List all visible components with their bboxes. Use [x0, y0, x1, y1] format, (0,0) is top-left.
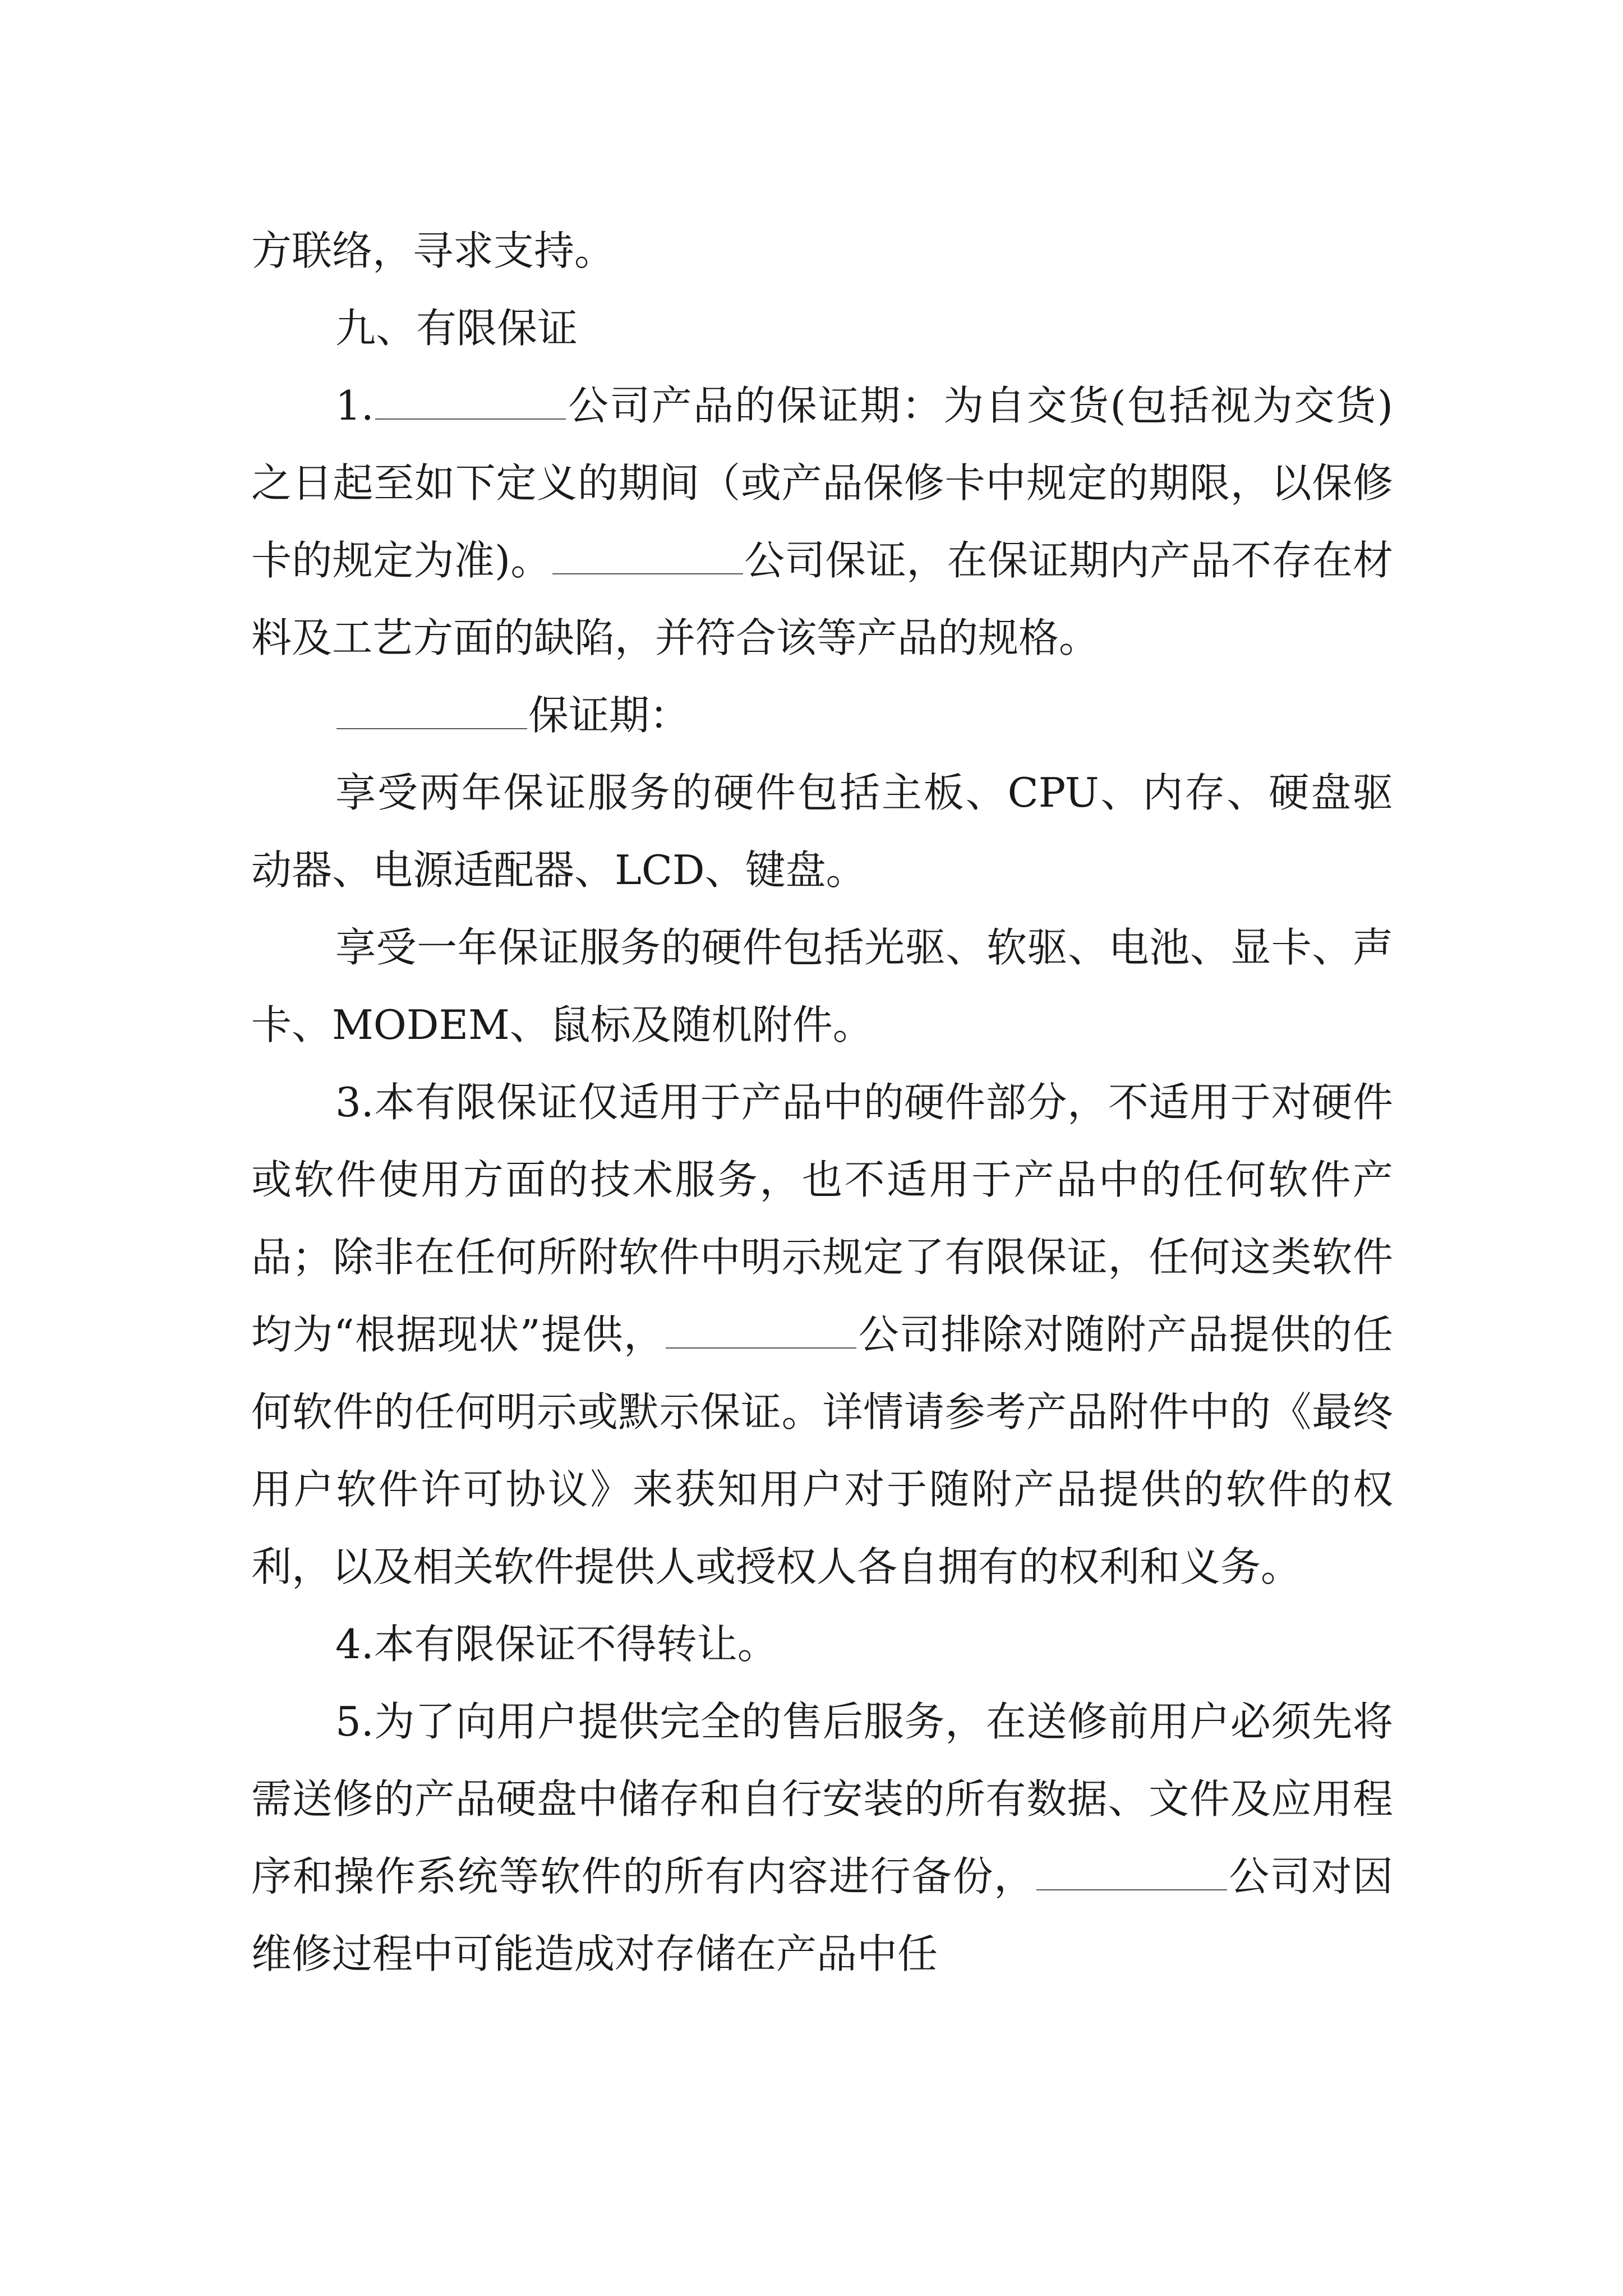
paragraph — [251, 212, 1393, 289]
fill-in-blank — [552, 540, 743, 574]
paragraph-text: 1. — [335, 382, 374, 429]
paragraph — [251, 754, 1393, 909]
fill-in-blank — [375, 385, 566, 420]
paragraph — [251, 367, 1393, 677]
paragraph-text: 方联络，寻求支持。 — [251, 227, 615, 274]
paragraph — [251, 909, 1393, 1064]
paragraph-text: 公司对因维修过程中可能造成对存储在产品中任 — [251, 1853, 1393, 1977]
fill-in-blank — [1036, 1856, 1227, 1890]
paragraph-text: 5.为了向用户提供完全的售后服务，在送修前用户必须先将需送修的产品硬盘中储存和自行安装的所有数据、文件及应用程序和操作系统等软件的所有内容进行备份， — [251, 1698, 1393, 1900]
paragraph-text: 公司产品的保证期：为自交货(包括视为交货)之日起至如下定义的期间（或产品保修卡中规定的期限，以保修卡的规定为准)。 — [251, 382, 1393, 584]
paragraph-text: 3.本有限保证仅适用于产品中的硬件部分，不适用于对硬件或软件使用方面的技术服务，也不适用于产品中的任何软件产品；除非在任何所附软件中明示规定了有限保证，任何这类软件均为“根据现状”提供， — [251, 1079, 1393, 1358]
paragraph — [251, 1605, 1393, 1683]
paragraph-text: 享受两年保证服务的硬件包括主板、CPU、内存、硬盘驱动器、电源适配器、LCD、键盘。 — [251, 769, 1393, 894]
paragraph-text: 保证期： — [528, 692, 690, 739]
paragraph-text: 公司保证，在保证期内产品不存在材料及工艺方面的缺陷，并符合该等产品的规格。 — [251, 537, 1393, 661]
paragraph-text: 4.本有限保证不得转让。 — [335, 1621, 778, 1668]
paragraph-text: 公司排除对随附产品提供的任何软件的任何明示或默示保证。详情请参考产品附件中的《最终用户软件许可协议》来获知用户对于随附产品提供的软件的权利，以及相关软件提供人或授权人各自拥有的权利和义务。 — [251, 1311, 1393, 1590]
paragraph — [251, 677, 1393, 754]
paragraph-text: 享受一年保证服务的硬件包括光驱、软驱、电池、显卡、声卡、MODEM、鼠标及随机附件。 — [251, 924, 1393, 1048]
paragraph — [251, 289, 1393, 367]
fill-in-blank — [336, 694, 527, 729]
document-page — [251, 212, 1393, 1993]
fill-in-blank — [666, 1314, 856, 1349]
paragraph — [251, 1064, 1393, 1605]
paragraph-text: 九、有限保证 — [335, 305, 578, 352]
paragraph — [251, 1683, 1393, 1993]
